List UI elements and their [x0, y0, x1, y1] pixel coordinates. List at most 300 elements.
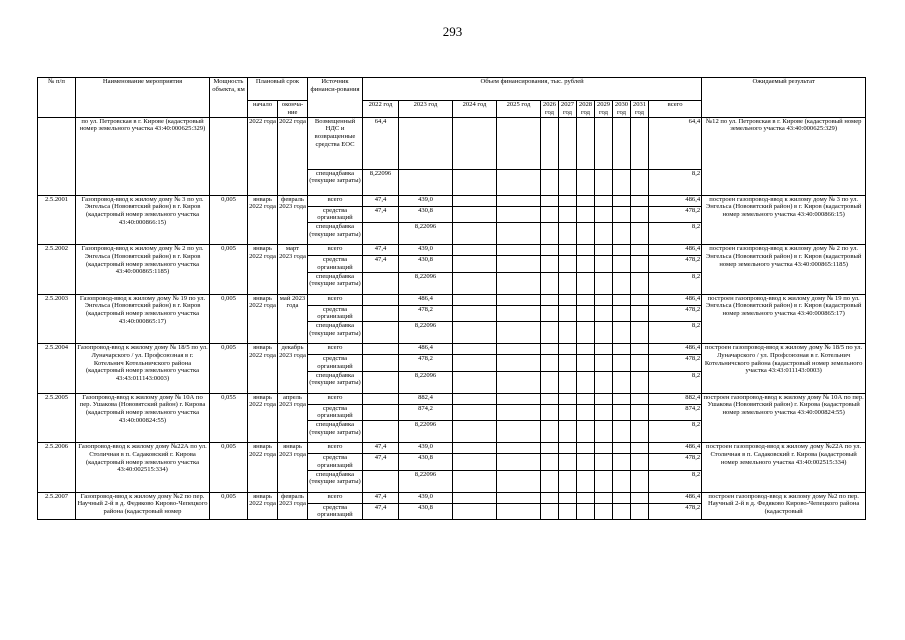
value-empty-year	[595, 404, 613, 421]
funding-source: средства организаций	[308, 404, 363, 421]
table-row	[38, 443, 866, 454]
value-2023: 430,8	[399, 206, 453, 223]
table-row	[38, 294, 866, 305]
value-empty-year	[577, 305, 595, 322]
value-total: 486,4	[649, 195, 702, 206]
value-empty-year	[577, 206, 595, 223]
value-empty-year	[559, 503, 577, 520]
value-2022	[363, 470, 399, 492]
funding-source: средства организаций	[308, 206, 363, 223]
header-year: 2027 год	[559, 101, 577, 118]
value-empty-year	[453, 223, 497, 245]
header-year: 2031 год	[631, 101, 649, 118]
value-2023: 478,2	[399, 305, 453, 322]
header-year: 2022 год	[363, 101, 399, 118]
value-empty-year	[541, 245, 559, 256]
value-2023: 439,0	[399, 195, 453, 206]
table-row	[38, 245, 866, 256]
value-empty-year	[453, 117, 497, 169]
value-empty-year	[559, 272, 577, 294]
value-empty-year	[497, 294, 541, 305]
header-term-start: начало	[248, 101, 278, 118]
value-empty-year	[541, 117, 559, 169]
value-empty-year	[631, 454, 649, 471]
value-empty-year	[577, 421, 595, 443]
term-end: март 2023 года	[278, 245, 308, 295]
value-empty-year	[497, 393, 541, 404]
expected-result: построен газопровод-ввод к жилому дому № 3 по ул. Энгельса (Нововятский район) в г. Киров (кадастровый номер земельного участка 43:40:000866:15)	[702, 195, 866, 245]
value-empty-year	[631, 223, 649, 245]
value-total: 486,4	[649, 294, 702, 305]
capacity: 0,005	[210, 294, 248, 344]
value-empty-year	[577, 443, 595, 454]
row-number: 2.5.2006	[38, 443, 76, 493]
value-empty-year	[559, 443, 577, 454]
value-empty-year	[613, 245, 631, 256]
financing-table	[37, 77, 866, 520]
value-total: 8,2	[649, 272, 702, 294]
value-empty-year	[577, 503, 595, 520]
value-empty-year	[497, 272, 541, 294]
value-empty-year	[631, 355, 649, 372]
value-empty-year	[595, 393, 613, 404]
value-empty-year	[559, 355, 577, 372]
value-empty-year	[577, 404, 595, 421]
value-empty-year	[613, 393, 631, 404]
value-empty-year	[595, 371, 613, 393]
value-empty-year	[577, 245, 595, 256]
value-empty-year	[613, 206, 631, 223]
value-empty-year	[577, 371, 595, 393]
value-empty-year	[497, 470, 541, 492]
capacity: 0,055	[210, 393, 248, 443]
value-2023: 430,8	[399, 256, 453, 273]
expected-result: построен газопровод-ввод к жилому дому № 2 по ул. Энгельса (Нововятский район) в г. Киров (кадастровый номер земельного участка 43:40:000865:1185)	[702, 245, 866, 295]
row-number: 2.5.2001	[38, 195, 76, 245]
term-start: 2022 года	[248, 117, 278, 195]
value-empty-year	[613, 117, 631, 169]
row-number: 2.5.2002	[38, 245, 76, 295]
funding-source: Возмещенный НДС и возвращенные средства ЕОС	[308, 117, 363, 169]
value-empty-year	[577, 256, 595, 273]
value-empty-year	[613, 223, 631, 245]
value-2022	[363, 305, 399, 322]
table-row	[38, 117, 866, 169]
value-2023: 882,4	[399, 393, 453, 404]
value-empty-year	[631, 344, 649, 355]
value-empty-year	[631, 169, 649, 195]
value-empty-year	[595, 344, 613, 355]
value-empty-year	[453, 492, 497, 503]
header-year: 2029 год	[595, 101, 613, 118]
funding-source: всего	[308, 294, 363, 305]
value-empty-year	[631, 470, 649, 492]
value-empty-year	[613, 305, 631, 322]
value-empty-year	[497, 195, 541, 206]
value-empty-year	[497, 344, 541, 355]
value-empty-year	[453, 503, 497, 520]
measure-name: Газопровод-ввод к жилому дому № 18/5 по ул. Луначарского / ул. Профсоюзная в г. Котельнич Котельничского района (кадастровый номер земельного участка 43:43:011143:0003)	[76, 344, 210, 394]
value-empty-year	[613, 322, 631, 344]
value-empty-year	[559, 344, 577, 355]
value-empty-year	[453, 245, 497, 256]
value-2022: 47,4	[363, 454, 399, 471]
value-total: 64,4	[649, 117, 702, 169]
value-2022: 8,22096	[363, 169, 399, 195]
value-empty-year	[453, 470, 497, 492]
value-empty-year	[497, 223, 541, 245]
value-empty-year	[577, 117, 595, 169]
value-empty-year	[577, 223, 595, 245]
funding-source: всего	[308, 393, 363, 404]
value-total: 8,2	[649, 223, 702, 245]
value-2023: 8,22096	[399, 470, 453, 492]
value-empty-year	[541, 223, 559, 245]
value-total: 478,2	[649, 206, 702, 223]
value-empty-year	[541, 492, 559, 503]
expected-result: построен газопровод-ввод к жилому дому № 18/5 по ул. Луначарского / ул. Профсоюзная в г. Котельнич Котельничского района (кадастровый номер земельного участка 43:43:011143:0003)	[702, 344, 866, 394]
value-empty-year	[613, 272, 631, 294]
value-empty-year	[595, 245, 613, 256]
value-empty-year	[595, 305, 613, 322]
value-empty-year	[613, 344, 631, 355]
header-year: 2028 год	[577, 101, 595, 118]
value-2022: 47,4	[363, 443, 399, 454]
capacity: 0,005	[210, 443, 248, 493]
header-year: 2026 год	[541, 101, 559, 118]
value-empty-year	[631, 503, 649, 520]
value-empty-year	[613, 470, 631, 492]
row-number: 2.5.2003	[38, 294, 76, 344]
header-volume: Объем финансирования, тыс. рублей	[363, 78, 702, 101]
value-empty-year	[453, 195, 497, 206]
value-2022: 47,4	[363, 195, 399, 206]
value-empty-year	[631, 393, 649, 404]
value-empty-year	[497, 117, 541, 169]
value-total: 8,2	[649, 322, 702, 344]
value-empty-year	[577, 272, 595, 294]
funding-source: средства организаций	[308, 355, 363, 372]
value-empty-year	[497, 322, 541, 344]
table-row	[38, 393, 866, 404]
capacity: 0,005	[210, 492, 248, 520]
value-2023: 430,8	[399, 503, 453, 520]
value-2022	[363, 404, 399, 421]
funding-source: спецнадбавка (текущие затраты)	[308, 169, 363, 195]
value-total: 486,4	[649, 443, 702, 454]
value-empty-year	[497, 305, 541, 322]
value-empty-year	[541, 256, 559, 273]
value-empty-year	[559, 322, 577, 344]
value-empty-year	[577, 393, 595, 404]
value-2023: 439,0	[399, 245, 453, 256]
value-2022	[363, 272, 399, 294]
value-empty-year	[559, 245, 577, 256]
value-2022: 47,4	[363, 256, 399, 273]
funding-source: спецнадбавка (текущие затраты)	[308, 421, 363, 443]
header-total: всего	[649, 101, 702, 118]
value-2023: 8,22096	[399, 272, 453, 294]
term-end: февраль 2023 года	[278, 195, 308, 245]
funding-source: всего	[308, 492, 363, 503]
value-2022: 64,4	[363, 117, 399, 169]
value-empty-year	[559, 454, 577, 471]
value-2022	[363, 322, 399, 344]
value-2023: 439,0	[399, 492, 453, 503]
value-empty-year	[453, 322, 497, 344]
value-empty-year	[541, 169, 559, 195]
expected-result: построен газопровод-ввод к жилому дому №2 по пер. Научный 2-й в д. Федяково Кирово-Чепецкого района (кадастровый	[702, 492, 866, 520]
value-empty-year	[497, 256, 541, 273]
value-empty-year	[595, 470, 613, 492]
value-empty-year	[497, 169, 541, 195]
value-empty-year	[577, 355, 595, 372]
value-empty-year	[631, 492, 649, 503]
value-empty-year	[613, 443, 631, 454]
value-2023: 8,22096	[399, 421, 453, 443]
header-capacity: Мощность объекта, км	[210, 78, 248, 118]
value-empty-year	[453, 443, 497, 454]
funding-source: спецнадбавка (текущие затраты)	[308, 223, 363, 245]
funding-source: спецнадбавка (текущие затраты)	[308, 322, 363, 344]
value-empty-year	[595, 117, 613, 169]
value-empty-year	[541, 206, 559, 223]
term-start: январь 2022 года	[248, 443, 278, 493]
header-term: Плановый срок	[248, 78, 308, 101]
capacity: 0,005	[210, 245, 248, 295]
value-empty-year	[631, 322, 649, 344]
value-2022	[363, 344, 399, 355]
value-empty-year	[559, 404, 577, 421]
value-total: 478,2	[649, 256, 702, 273]
value-empty-year	[541, 344, 559, 355]
value-empty-year	[613, 169, 631, 195]
funding-source: средства организаций	[308, 256, 363, 273]
value-empty-year	[559, 294, 577, 305]
value-empty-year	[559, 256, 577, 273]
value-empty-year	[595, 355, 613, 372]
table-row	[38, 195, 866, 206]
value-2023	[399, 117, 453, 169]
value-empty-year	[497, 443, 541, 454]
value-empty-year	[453, 421, 497, 443]
value-empty-year	[613, 421, 631, 443]
value-empty-year	[541, 393, 559, 404]
capacity: 0,005	[210, 195, 248, 245]
value-empty-year	[613, 503, 631, 520]
value-empty-year	[595, 223, 613, 245]
value-empty-year	[541, 272, 559, 294]
funding-source: всего	[308, 344, 363, 355]
value-empty-year	[595, 256, 613, 273]
value-total: 8,2	[649, 421, 702, 443]
header-year: 2023 год	[399, 101, 453, 118]
measure-name: Газопровод-ввод к жилому дому № 2 по ул. Энгельса (Нововятский район) в г. Киров (кадастровый номер земельного участка 43:40:000865:1185)	[76, 245, 210, 295]
row-number: 2.5.2005	[38, 393, 76, 443]
table-body	[38, 117, 866, 520]
value-empty-year	[631, 117, 649, 169]
value-empty-year	[577, 169, 595, 195]
measure-name: Газопровод-ввод к жилому дому № 10А по пер. Ушакова (Нововятский район) г. Кирова (кадастровый номер земельного участка 43:40:000824:55)	[76, 393, 210, 443]
table-row	[38, 344, 866, 355]
value-empty-year	[453, 169, 497, 195]
header-source: Источник финанси-рования	[308, 78, 363, 118]
value-total: 478,2	[649, 503, 702, 520]
value-empty-year	[559, 470, 577, 492]
value-empty-year	[497, 404, 541, 421]
value-empty-year	[577, 195, 595, 206]
value-2022	[363, 421, 399, 443]
header-result: Ожидаемый результат	[702, 78, 866, 118]
measure-name: Газопровод-ввод к жилому дому №22А по ул. Столичная в п. Садаковский г. Кирова (кадастровый номер земельного участка 43:40:002515:334)	[76, 443, 210, 493]
value-empty-year	[541, 371, 559, 393]
term-start: январь 2022 года	[248, 492, 278, 520]
value-empty-year	[453, 344, 497, 355]
value-empty-year	[595, 272, 613, 294]
value-total: 478,2	[649, 454, 702, 471]
value-2023: 478,2	[399, 355, 453, 372]
value-empty-year	[631, 245, 649, 256]
value-empty-year	[631, 294, 649, 305]
value-empty-year	[613, 371, 631, 393]
value-2022	[363, 355, 399, 372]
term-start: январь 2022 года	[248, 393, 278, 443]
value-empty-year	[453, 305, 497, 322]
funding-source: всего	[308, 245, 363, 256]
measure-name: Газопровод-ввод к жилому дому № 3 по ул. Энгельса (Нововятский район) в г. Киров (кадастровый номер земельного участка 43:40:000866:15)	[76, 195, 210, 245]
term-end: февраль 2023 года	[278, 492, 308, 520]
value-empty-year	[613, 404, 631, 421]
value-empty-year	[541, 355, 559, 372]
value-2023: 8,22096	[399, 223, 453, 245]
value-empty-year	[453, 272, 497, 294]
value-empty-year	[613, 195, 631, 206]
funding-source: спецнадбавка (текущие затраты)	[308, 272, 363, 294]
value-total: 486,4	[649, 344, 702, 355]
value-empty-year	[613, 294, 631, 305]
value-empty-year	[559, 169, 577, 195]
value-empty-year	[541, 404, 559, 421]
value-2023: 486,4	[399, 294, 453, 305]
value-empty-year	[595, 294, 613, 305]
value-2022	[363, 393, 399, 404]
header-name: Наименование мероприятия	[76, 78, 210, 118]
page-number: 293	[442, 24, 463, 39]
value-empty-year	[453, 355, 497, 372]
value-empty-year	[577, 344, 595, 355]
measure-name: Газопровод-ввод к жилому дому № 19 по ул. Энгельса (Нововятский район) в г. Киров (кадастровый номер земельного участка 43:40:000865:17)	[76, 294, 210, 344]
value-empty-year	[595, 454, 613, 471]
term-end: декабрь 2023 года	[278, 344, 308, 394]
value-empty-year	[631, 256, 649, 273]
value-total: 874,2	[649, 404, 702, 421]
value-2023: 8,22096	[399, 371, 453, 393]
funding-source: спецнадбавка (текущие затраты)	[308, 371, 363, 393]
term-end: апрель 2023 года	[278, 393, 308, 443]
value-2023: 8,22096	[399, 322, 453, 344]
row-number	[38, 117, 76, 195]
table-header	[38, 78, 866, 118]
value-empty-year	[541, 322, 559, 344]
capacity	[210, 117, 248, 195]
value-empty-year	[497, 355, 541, 372]
value-total: 882,4	[649, 393, 702, 404]
expected-result: №12 по ул. Петровская в г. Кирове (кадастровый номер земельного участка 43:40:000625:329)	[702, 117, 866, 195]
value-empty-year	[453, 206, 497, 223]
value-empty-year	[497, 492, 541, 503]
value-empty-year	[613, 256, 631, 273]
value-total: 486,4	[649, 492, 702, 503]
value-empty-year	[631, 404, 649, 421]
row-number: 2.5.2004	[38, 344, 76, 394]
value-empty-year	[559, 421, 577, 443]
term-start: январь 2022 года	[248, 245, 278, 295]
value-empty-year	[541, 305, 559, 322]
value-empty-year	[559, 206, 577, 223]
value-empty-year	[541, 470, 559, 492]
funding-source: всего	[308, 195, 363, 206]
value-empty-year	[541, 503, 559, 520]
value-empty-year	[613, 454, 631, 471]
funding-source: средства организаций	[308, 503, 363, 520]
value-empty-year	[453, 371, 497, 393]
expected-result: построен газопровод-ввод к жилому дому № 19 по ул. Энгельса (Нововятский район) в г. Киров (кадастровый номер земельного участка 43:40:000865:17)	[702, 294, 866, 344]
value-empty-year	[595, 195, 613, 206]
value-total: 486,4	[649, 245, 702, 256]
measure-name: по ул. Петровская в г. Кирове (кадастровый номер земельного участка 43:40:000625:329)	[76, 117, 210, 195]
value-empty-year	[577, 322, 595, 344]
value-empty-year	[559, 117, 577, 169]
value-empty-year	[631, 195, 649, 206]
row-number: 2.5.2007	[38, 492, 76, 520]
value-empty-year	[559, 195, 577, 206]
value-empty-year	[595, 206, 613, 223]
value-empty-year	[453, 393, 497, 404]
value-2022	[363, 223, 399, 245]
value-empty-year	[497, 371, 541, 393]
term-start: январь 2022 года	[248, 294, 278, 344]
value-empty-year	[577, 454, 595, 471]
value-empty-year	[595, 443, 613, 454]
value-2022	[363, 294, 399, 305]
value-total: 478,2	[649, 355, 702, 372]
value-total: 8,2	[649, 371, 702, 393]
value-empty-year	[497, 503, 541, 520]
value-2023: 874,2	[399, 404, 453, 421]
value-empty-year	[631, 206, 649, 223]
value-2023	[399, 169, 453, 195]
header-num: № п/п	[38, 78, 76, 118]
value-empty-year	[541, 294, 559, 305]
value-empty-year	[631, 443, 649, 454]
value-2022: 47,4	[363, 245, 399, 256]
term-start: январь 2022 года	[248, 195, 278, 245]
value-empty-year	[595, 503, 613, 520]
value-empty-year	[497, 454, 541, 471]
expected-result: построен газопровод-ввод к жилому дому № 10А по пер. Ушакова (Нововятский район) г. Кирова (кадастровый номер земельного участка 43:40:000824:55)	[702, 393, 866, 443]
value-total: 8,2	[649, 470, 702, 492]
term-end: 2022 года	[278, 117, 308, 195]
expected-result: построен газопровод-ввод к жилому дому №22А по ул. Столичная в п. Садаковский г. Кирова (кадастровый номер земельного участка 43:40:002515:334)	[702, 443, 866, 493]
value-2022: 47,4	[363, 206, 399, 223]
funding-source: средства организаций	[308, 305, 363, 322]
value-empty-year	[613, 355, 631, 372]
funding-source: всего	[308, 443, 363, 454]
value-empty-year	[559, 371, 577, 393]
header-term-end: оконча-ние	[278, 101, 308, 118]
value-2022: 47,4	[363, 503, 399, 520]
value-empty-year	[577, 492, 595, 503]
